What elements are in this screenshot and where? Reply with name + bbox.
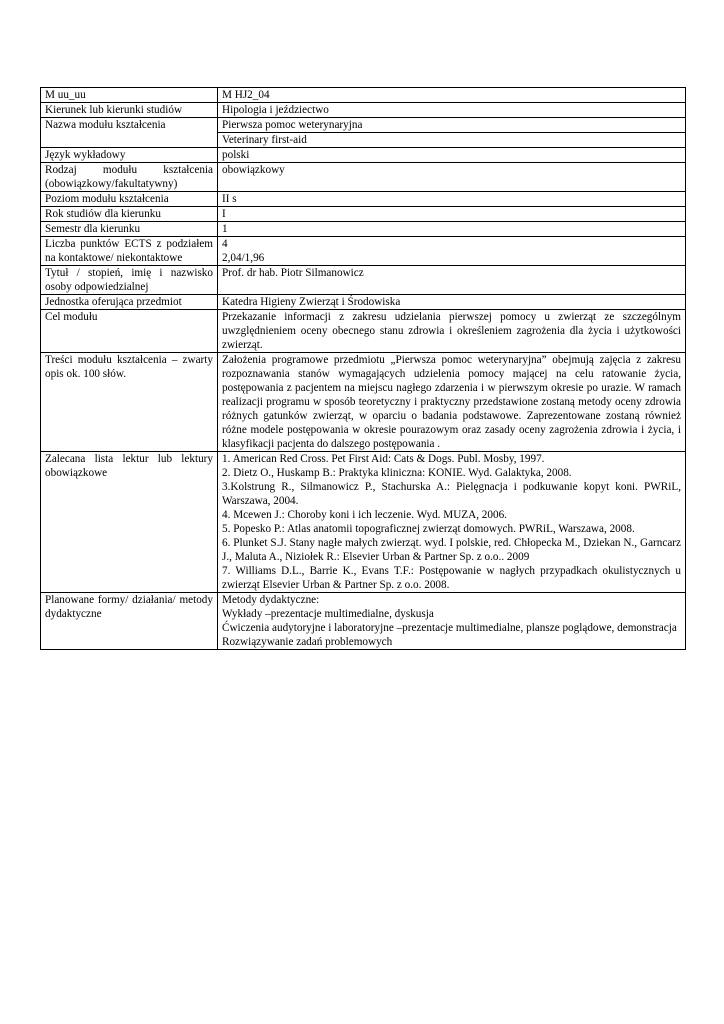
label-metody: Planowane formy/ działania/ metody dydaktyczne (41, 593, 218, 650)
value-cel: Przekazanie informacji z zakresu udzielania pierwszej pomocy u zwierząt ze szczególnym uwzględnieniem oceny obecnego stanu zdrowia i określeniem zagrożenia dla życia i użytkowości zwierząt. (218, 310, 686, 353)
reading-item: 4. Mcewen J.: Choroby koni i ich leczenie. Wyd. MUZA, 2006. (222, 509, 507, 521)
label-cel: Cel modułu (41, 310, 218, 353)
value-ects-split: 2,04/1,96 (222, 252, 265, 264)
value-kierunek: Hipologia i jeździectwo (218, 103, 686, 118)
label-rodzaj: Rodzaj modułu kształcenia (obowiązkowy/fakultatywny) (41, 163, 218, 192)
row-metody (41, 593, 686, 650)
reading-item: 5. Popesko P.: Atlas anatomii topograficznej zwierząt domowych. PWRiL, Warszawa, 2008. (222, 523, 635, 535)
reading-item: 7. Williams D.L., Barrie K., Evans T.F.: Postępowanie w nagłych przypadkach okulistycznych u zwierząt Elsevier Urban & Partner Sp. z o.o. 2008. (222, 565, 681, 591)
row-rodzaj (41, 163, 686, 192)
row-lektury (41, 452, 686, 593)
label-poziom: Poziom modułu kształcenia (41, 192, 218, 207)
value-jednostka: Katedra Higieny Zwierząt i Środowiska (218, 295, 686, 310)
label-tresci: Treści modułu kształcenia – zwarty opis ok. 100 słów. (41, 353, 218, 452)
row-cel (41, 310, 686, 353)
row-jezyk (41, 148, 686, 163)
label-ects: Liczba punktów ECTS z podziałem na kontaktowe/ niekontaktowe (41, 237, 218, 266)
row-tresci (41, 353, 686, 452)
label-lektury: Zalecana lista lektur lub lektury obowiązkowe (41, 452, 218, 593)
label-tytul: Tytuł / stopień, imię i nazwisko osoby odpowiedzialnej (41, 266, 218, 295)
value-nazwa-en: Veterinary first-aid (218, 133, 686, 148)
value-semestr: 1 (218, 222, 686, 237)
label-code: M uu_uu (41, 88, 218, 103)
row-ects (41, 237, 686, 266)
value-jezyk: polski (218, 148, 686, 163)
row-rok (41, 207, 686, 222)
value-metody (218, 593, 686, 650)
value-ects (218, 237, 686, 266)
label-jezyk: Język wykładowy (41, 148, 218, 163)
value-tresci: Założenia programowe przedmiotu „Pierwsza pomoc weterynaryjna” obejmują zajęcia z zakresu rozpoznawania stanów wymagających udzielenia pomocy mającej na celu ratowanie życia, postępowania z pacjentem na miejscu nagłego zdarzenia i w pierwszym okresie po urazie. W ramach realizacji programu w sposób teoretyczny i praktyczny przedstawione zostaną metody oceny zdrowia różnych gatunków zwierząt, w oparciu o badania podstawowe. Zaprezentowane zostaną również różne modele postępowania w okresie pourazowym oraz zasady oceny zagrożenia zdrowia i życia, i klasyfikacji pacjenta do dalszego postępowania . (218, 353, 686, 452)
method-item: Ćwiczenia audytoryjne i laboratoryjne –prezentacje multimedialne, plansze poglądowe, demonstracja (222, 622, 677, 634)
row-nazwa-pl (41, 118, 686, 133)
method-item: Wykłady –prezentacje multimedialne, dyskusja (222, 608, 434, 620)
row-poziom (41, 192, 686, 207)
label-kierunek: Kierunek lub kierunki studiów (41, 103, 218, 118)
method-item: Rozwiązywanie zadań problemowych (222, 636, 393, 648)
method-item: Metody dydaktyczne: (222, 594, 320, 606)
row-semestr (41, 222, 686, 237)
value-rok: I (218, 207, 686, 222)
row-tytul (41, 266, 686, 295)
reading-item: 1. American Red Cross. Pet First Aid: Cats & Dogs. Publ. Mosby, 1997. (222, 453, 545, 465)
reading-item: 3.Kolstrung R., Silmanowicz P., Stachurska A.: Pielęgnacja i podkuwanie kopyt koni. PWRiL, Warszawa, 2004. (222, 481, 681, 507)
module-description-table (40, 87, 686, 650)
label-jednostka: Jednostka oferująca przedmiot (41, 295, 218, 310)
row-jednostka (41, 295, 686, 310)
value-poziom: II s (218, 192, 686, 207)
value-code: M HJ2_04 (218, 88, 686, 103)
module-document (40, 87, 686, 650)
reading-item: 6. Plunket S.J. Stany nagłe małych zwierząt. wyd. I polskie, red. Chłopecka M., Dziekan N., Garncarz J., Maluta A., Niziołek R.: Elsevier Urban & Partner Sp. z o.o.. 2009 (222, 537, 681, 563)
value-rodzaj: obowiązkowy (218, 163, 686, 192)
value-nazwa-pl: Pierwsza pomoc weterynaryjna (218, 118, 686, 133)
label-nazwa: Nazwa modułu kształcenia (41, 118, 218, 148)
row-code (41, 88, 686, 103)
label-rok: Rok studiów dla kierunku (41, 207, 218, 222)
value-tytul: Prof. dr hab. Piotr Silmanowicz (218, 266, 686, 295)
reading-item: 2. Dietz O., Huskamp B.: Praktyka kliniczna: KONIE. Wyd. Galaktyka, 2008. (222, 467, 572, 479)
value-lektury (218, 452, 686, 593)
row-kierunek (41, 103, 686, 118)
label-semestr: Semestr dla kierunku (41, 222, 218, 237)
value-ects-total: 4 (222, 238, 228, 250)
